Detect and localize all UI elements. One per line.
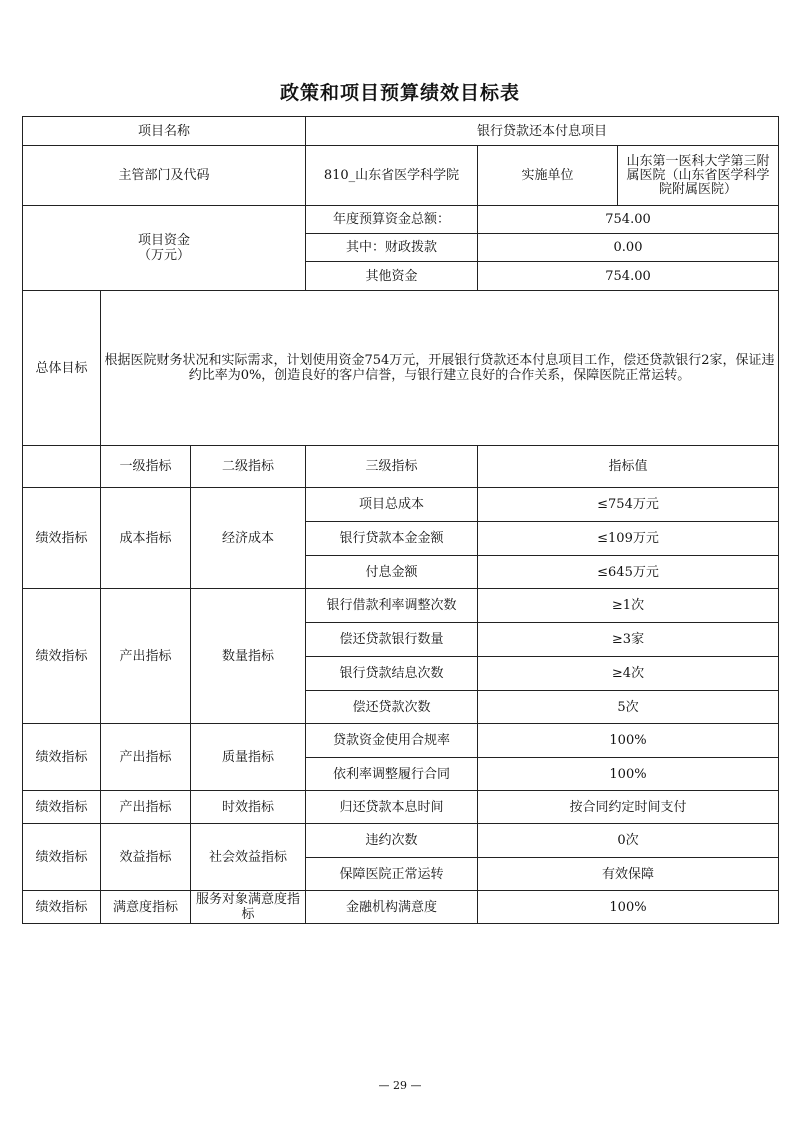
unit-value: 山东第一医科大学第三附属医院（山东省医学科学院附属医院） <box>618 146 779 206</box>
group-label: 绩效指标 <box>23 488 101 589</box>
project-name-row <box>23 117 779 146</box>
goal-text: 根据医院财务状况和实际需求，计划使用资金754万元，开展银行贷款还本付息项目工作，偿还贷款银行2家，保证违约比率为0%，创造良好的客户信誉，与银行建立良好的合作关系，保障医院正常运转。 <box>101 291 779 446</box>
unit-label: 实施单位 <box>478 146 618 206</box>
level1-indicator: 效益指标 <box>101 824 191 891</box>
header-level3: 三级指标 <box>306 446 478 488</box>
level3-indicator: 银行贷款结息次数 <box>306 657 478 691</box>
level2-indicator: 时效指标 <box>191 791 306 824</box>
indicator-row <box>23 724 779 758</box>
indicator-value: ≤109万元 <box>478 522 779 556</box>
indicator-value: ≥3家 <box>478 623 779 657</box>
group-label: 绩效指标 <box>23 891 101 924</box>
department-row <box>23 146 779 206</box>
goal-row <box>23 291 779 446</box>
indicator-value: ≥1次 <box>478 589 779 623</box>
level3-indicator: 依利率调整履行合同 <box>306 758 478 791</box>
indicator-value: 有效保障 <box>478 858 779 891</box>
level3-indicator: 付息金额 <box>306 556 478 589</box>
group-label: 绩效指标 <box>23 724 101 791</box>
level3-indicator: 项目总成本 <box>306 488 478 522</box>
header-level1: 一级指标 <box>101 446 191 488</box>
level2-indicator: 服务对象满意度指标 <box>191 891 306 924</box>
level1-indicator: 产出指标 <box>101 589 191 724</box>
department-value: 810_山东省医学科学院 <box>306 146 478 206</box>
funds-total-label: 年度预算资金总额： <box>306 206 478 234</box>
indicator-value: 0次 <box>478 824 779 858</box>
level3-indicator: 偿还贷款银行数量 <box>306 623 478 657</box>
level3-indicator: 违约次数 <box>306 824 478 858</box>
level2-indicator: 经济成本 <box>191 488 306 589</box>
level3-indicator: 归还贷款本息时间 <box>306 791 478 824</box>
project-name-value: 银行贷款还本付息项目 <box>306 117 779 146</box>
level2-indicator: 数量指标 <box>191 589 306 724</box>
level1-indicator: 产出指标 <box>101 724 191 791</box>
indicator-value: 5次 <box>478 691 779 724</box>
indicator-value: 100% <box>478 758 779 791</box>
indicator-value: ≥4次 <box>478 657 779 691</box>
header-value: 指标值 <box>478 446 779 488</box>
funds-other-value: 754.00 <box>478 262 779 291</box>
performance-table <box>22 116 779 924</box>
page-number: — 29 — <box>378 1079 422 1092</box>
funds-row-total <box>23 206 779 234</box>
header-empty <box>23 446 101 488</box>
indicator-row <box>23 589 779 623</box>
level2-indicator: 质量指标 <box>191 724 306 791</box>
goal-label: 总体目标 <box>23 291 101 446</box>
indicator-value: 100% <box>478 724 779 758</box>
project-name-label: 项目名称 <box>23 117 306 146</box>
indicator-row <box>23 891 779 924</box>
funds-fiscal-label: 其中：财政拨款 <box>306 234 478 262</box>
funds-label: 项目资金 <box>137 233 190 248</box>
level3-indicator: 贷款资金使用合规率 <box>306 724 478 758</box>
funds-fiscal-value: 0.00 <box>478 234 779 262</box>
funds-other-label: 其他资金 <box>306 262 478 291</box>
funds-label-cell <box>23 206 306 291</box>
level3-indicator: 银行贷款本金金额 <box>306 522 478 556</box>
indicator-row <box>23 488 779 522</box>
indicator-value: 100% <box>478 891 779 924</box>
header-row <box>23 446 779 488</box>
funds-unit: （万元） <box>137 248 190 263</box>
level3-indicator: 金融机构满意度 <box>306 891 478 924</box>
funds-total-value: 754.00 <box>478 206 779 234</box>
department-label: 主管部门及代码 <box>23 146 306 206</box>
level2-indicator: 社会效益指标 <box>191 824 306 891</box>
indicator-value: 按合同约定时间支付 <box>478 791 779 824</box>
page-title: 政策和项目预算绩效目标表 <box>279 82 520 104</box>
indicator-row <box>23 824 779 858</box>
group-label: 绩效指标 <box>23 589 101 724</box>
indicator-row <box>23 791 779 824</box>
level1-indicator: 产出指标 <box>101 791 191 824</box>
indicator-groups <box>23 488 779 924</box>
level3-indicator: 偿还贷款次数 <box>306 691 478 724</box>
indicator-value: ≤754万元 <box>478 488 779 522</box>
level1-indicator: 满意度指标 <box>101 891 191 924</box>
level3-indicator: 银行借款利率调整次数 <box>306 589 478 623</box>
header-level2: 二级指标 <box>191 446 306 488</box>
level3-indicator: 保障医院正常运转 <box>306 858 478 891</box>
group-label: 绩效指标 <box>23 824 101 891</box>
group-label: 绩效指标 <box>23 791 101 824</box>
level1-indicator: 成本指标 <box>101 488 191 589</box>
indicator-value: ≤645万元 <box>478 556 779 589</box>
